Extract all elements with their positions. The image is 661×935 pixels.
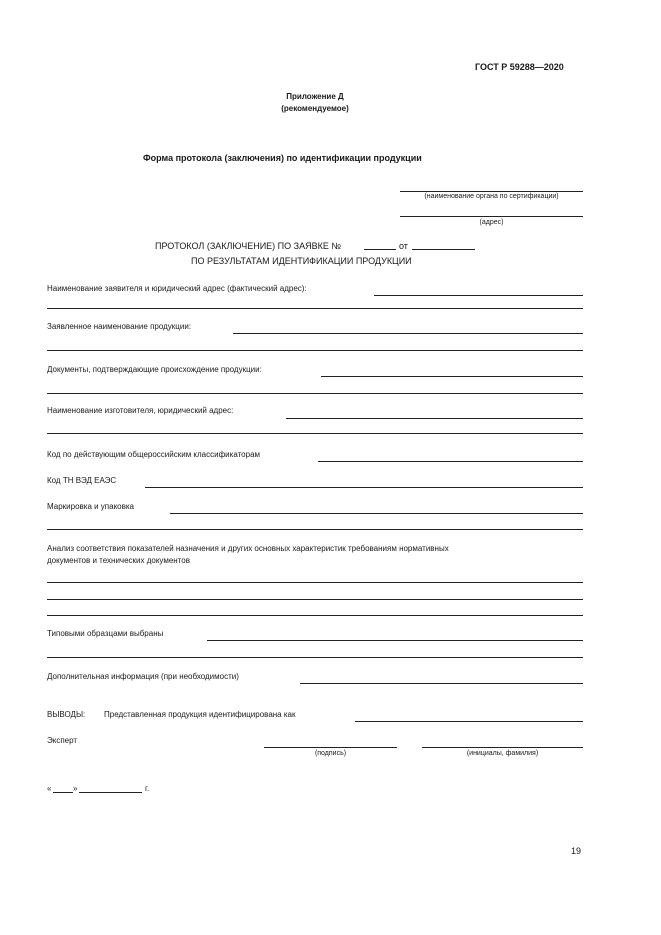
protocol-heading-line2: ПО РЕЗУЛЬТАТАМ ИДЕНТИФИКАЦИИ ПРОДУКЦИИ	[191, 256, 412, 266]
date-open-quote: «	[47, 784, 52, 793]
form-title: Форма протокола (заключения) по идентификации продукции	[143, 153, 422, 163]
date-year-suffix: г.	[145, 784, 150, 793]
analysis-label-line2: документов и технических документов	[47, 556, 190, 565]
analysis-field-1[interactable]	[47, 582, 583, 583]
authority-address-line[interactable]	[400, 216, 583, 217]
authority-name-line[interactable]	[400, 191, 583, 192]
date-close-quote: »	[73, 784, 78, 793]
product-name-field[interactable]	[233, 333, 583, 334]
tn-ved-code-label: Код ТН ВЭД ЕАЭС	[47, 476, 117, 485]
tn-ved-code-field[interactable]	[145, 487, 583, 488]
initials-field[interactable]	[422, 747, 583, 748]
authority-name-caption: (наименование органа по сертификации)	[424, 193, 559, 200]
manufacturer-field[interactable]	[286, 418, 583, 419]
manufacturer-label: Наименование изготовителя, юридический адрес:	[47, 406, 234, 415]
product-name-label: Заявленное наименование продукции:	[47, 322, 192, 331]
initials-caption: (инициалы, фамилия)	[466, 750, 539, 757]
samples-field-continued[interactable]	[47, 657, 583, 658]
manufacturer-field-continued[interactable]	[47, 433, 583, 434]
additional-info-label: Дополнительная информация (при необходимости)	[47, 672, 239, 681]
applicant-field-continued[interactable]	[47, 308, 583, 309]
standard-number: ГОСТ Р 59288—2020	[475, 62, 564, 72]
annex-title: Приложение Д	[286, 92, 344, 101]
marking-field[interactable]	[170, 513, 583, 514]
applicant-label: Наименование заявителя и юридический адрес (фактический адрес):	[47, 284, 307, 293]
protocol-heading-prefix: ПРОТОКОЛ (ЗАКЛЮЧЕНИЕ) ПО ЗАЯВКЕ №	[155, 241, 341, 251]
analysis-label-line1: Анализ соответствия показателей назначения и других основных характеристик требованиям нормативных	[47, 544, 449, 553]
protocol-heading-from: от	[399, 241, 408, 251]
marking-field-continued[interactable]	[47, 529, 583, 530]
page-number: 19	[571, 846, 582, 856]
additional-info-field[interactable]	[300, 683, 583, 684]
origin-docs-field[interactable]	[321, 376, 583, 377]
samples-label: Типовыми образцами выбраны	[47, 629, 164, 638]
origin-docs-label: Документы, подтверждающие происхождение продукции:	[47, 365, 262, 374]
date-month-year-field[interactable]	[79, 792, 142, 793]
samples-field[interactable]	[207, 640, 583, 641]
analysis-field-3[interactable]	[47, 615, 583, 616]
annex-subtitle: (рекомендуемое)	[281, 104, 349, 113]
classifier-code-label: Код по действующим общероссийским классификаторам	[47, 450, 261, 459]
conclusions-label: ВЫВОДЫ:	[47, 710, 86, 719]
date-day-field[interactable]	[53, 792, 73, 793]
authority-address-caption: (адрес)	[479, 219, 504, 226]
marking-label: Маркировка и упаковка	[47, 502, 135, 511]
analysis-field-2[interactable]	[47, 599, 583, 600]
application-number-line[interactable]	[364, 249, 396, 250]
applicant-field[interactable]	[374, 295, 583, 296]
signature-field[interactable]	[264, 747, 397, 748]
signature-caption: (подпись)	[314, 750, 347, 757]
origin-docs-field-continued[interactable]	[47, 393, 583, 394]
application-date-line[interactable]	[412, 249, 475, 250]
expert-label: Эксперт	[47, 736, 78, 745]
classifier-code-field[interactable]	[318, 461, 583, 462]
conclusions-text: Представленная продукция идентифицирована как	[104, 710, 296, 719]
conclusions-field[interactable]	[355, 721, 583, 722]
product-name-field-continued[interactable]	[47, 350, 583, 351]
